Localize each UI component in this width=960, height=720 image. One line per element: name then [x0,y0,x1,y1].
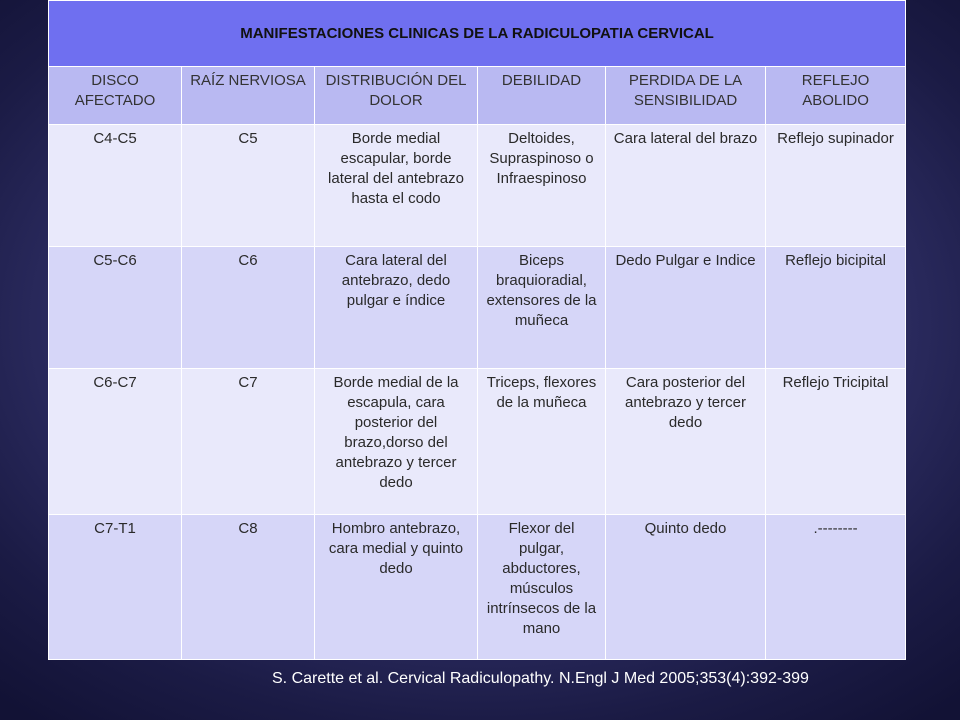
cell-dolor: Borde medial escapular, borde lateral del antebrazo hasta el codo [315,125,478,247]
table-row [49,125,906,247]
header-raiz-nerviosa: RAÍZ NERVIOSA [182,67,315,125]
table-row [49,247,906,369]
cell-raiz: C7 [182,369,315,515]
header-distribucion-dolor: DISTRIBUCIÓN DEL DOLOR [315,67,478,125]
header-reflejo-abolido: REFLEJO ABOLIDO [766,67,906,125]
table-row [49,515,906,660]
cell-disco: C5-C6 [49,247,182,369]
header-debilidad: DEBILIDAD [478,67,606,125]
cell-reflejo: Reflejo supinador [766,125,906,247]
cell-debilidad: Triceps, flexores de la muñeca [478,369,606,515]
cell-sensibilidad: Dedo Pulgar e Indice [606,247,766,369]
cell-raiz: C6 [182,247,315,369]
citation-text: S. Carette et al. Cervical Radiculopathy. N.Engl J Med 2005;353(4):392-399 [272,670,809,687]
header-perdida-sensibilidad: PERDIDA DE LA SENSIBILIDAD [606,67,766,125]
cell-reflejo: .-------- [766,515,906,660]
cell-reflejo: Reflejo bicipital [766,247,906,369]
cell-raiz: C5 [182,125,315,247]
cell-debilidad: Deltoides, Supraspinoso o Infraespinoso [478,125,606,247]
cell-raiz: C8 [182,515,315,660]
table-row [49,369,906,515]
cell-disco: C7-T1 [49,515,182,660]
table-title: MANIFESTACIONES CLINICAS DE LA RADICULOPATIA CERVICAL [49,1,906,67]
cell-dolor: Cara lateral del antebrazo, dedo pulgar e índice [315,247,478,369]
cell-reflejo: Reflejo Tricipital [766,369,906,515]
cell-debilidad: Biceps braquioradial, extensores de la muñeca [478,247,606,369]
cell-dolor: Hombro antebrazo, cara medial y quinto dedo [315,515,478,660]
cell-sensibilidad: Quinto dedo [606,515,766,660]
cell-debilidad: Flexor del pulgar, abductores, músculos intrínsecos de la mano [478,515,606,660]
cell-dolor: Borde medial de la escapula, cara posterior del brazo,dorso del antebrazo y tercer dedo [315,369,478,515]
cell-sensibilidad: Cara lateral del brazo [606,125,766,247]
clinical-manifestations-table [48,0,906,660]
cell-sensibilidad: Cara posterior del antebrazo y tercer dedo [606,369,766,515]
cell-disco: C6-C7 [49,369,182,515]
header-disco-afectado: DISCO AFECTADO [49,67,182,125]
cell-disco: C4-C5 [49,125,182,247]
